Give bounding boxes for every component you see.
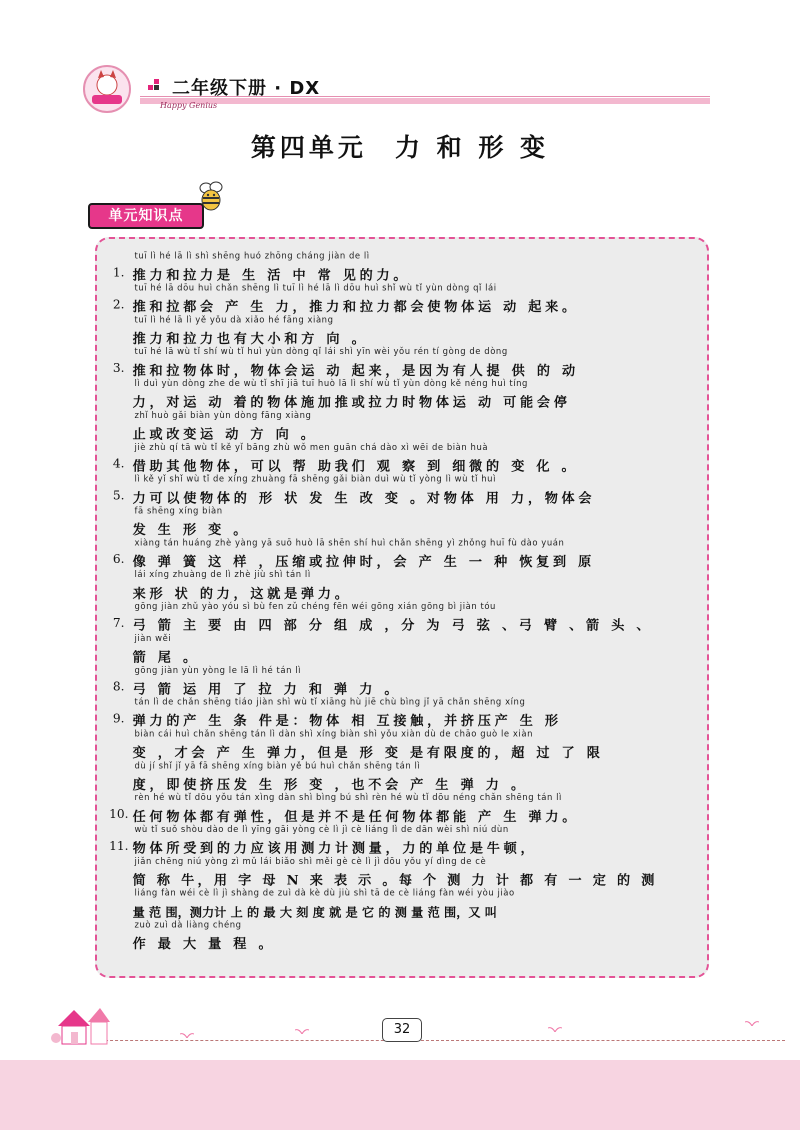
pinyin-line: rèn hé wù tǐ dōu yǒu tán xìng dàn shì bìng bú shì rèn hé wù tǐ dōu néng chǎn shēng tán lì [134, 793, 562, 803]
bee-icon [196, 180, 226, 214]
brand-subtitle: Happy Genius [160, 101, 218, 110]
footer-band [0, 1060, 800, 1130]
pinyin-line: biàn cái huì chǎn shēng tán lì dàn shì xíng biàn shì yǒu xiàn dù de chāo guò le xiàn [134, 729, 533, 740]
item-number: 8. [112, 680, 125, 695]
sprout-icon [180, 1030, 194, 1038]
pinyin-line: jiè zhù qí tā wù tǐ kě yǐ bāng zhù wǒ men guān chá dào xì wēi de biàn huà [134, 443, 489, 453]
hanzi-line: 发 生 形 变 。 [132, 522, 251, 538]
hanzi-line: 弹力的产 生 条 件是：物体 相 互接触，并挤压产 生 形 [132, 713, 562, 729]
house-icon [50, 1000, 120, 1048]
pinyin-line: lì kě yǐ shǐ wù tǐ de xíng zhuàng fā shēng gǎi biàn duì wù tǐ yòng lì wù tǐ huì [134, 475, 496, 485]
hanzi-line: 作 最 大 量 程 。 [132, 936, 276, 952]
hanzi-line: 简 称 牛，用 字 母 N 来 表 示 。每 个 测 力 计 都 有 一 定 的 测 [132, 873, 658, 889]
pinyin-line: liáng fàn wéi cè lì jì shàng de zuì dà kè dù jiù shì tā de cè liáng fàn wéi yòu jiào [134, 889, 515, 899]
pinyin-line: gōng jiàn yùn yòng le lā lì hé tán lì [134, 666, 302, 676]
pinyin-line: tuī hé lā dōu huì chǎn shēng lì tuī lì hé lā lì dōu huì shǐ wù tǐ yùn dòng qǐ lái [134, 283, 497, 294]
pinyin-line: zhǐ huò gǎi biàn yùn dòng fāng xiàng [134, 411, 312, 421]
pinyin-line: wù tǐ suǒ shòu dào de lì yīng gāi yòng cè lì jì cè liáng lì de dān wèi shì niú dùn [134, 825, 509, 835]
hanzi-line: 弓 箭 主 要 由 四 部 分 组 成 ，分 为 弓 弦 、弓 臂 、箭 头 、 [132, 618, 654, 634]
item-number: 1. [112, 266, 125, 281]
sprout-icon [745, 1018, 759, 1026]
hanzi-line: 止或改变运 动 方 向 。 [132, 427, 318, 443]
pinyin-line: jiàn wěi [134, 634, 172, 644]
item-number: 9. [112, 712, 125, 727]
hanzi-line: 推和拉物体时，物体会运 动 起来，是因为有人提 供 的 动 [132, 363, 579, 379]
pinyin-line: lái xíng zhuàng de lì zhè jiù shì tán lì [134, 570, 311, 581]
pinyin-line: zuò zuì dà liàng chéng [134, 921, 242, 931]
hanzi-line: 借助其他物体，可以 帮 助我们 观 察 到 细微的 变 化 。 [132, 459, 579, 475]
item-number: 4. [112, 457, 125, 472]
hanzi-line: 度，即使挤压发 生 形 变 ，也不会 产 生 弹 力 。 [132, 777, 528, 793]
hanzi-line: 箭 尾 。 [132, 650, 200, 666]
item-number: 6. [112, 552, 125, 567]
unit-title [0, 128, 800, 164]
section-label: 单元知识点 [88, 203, 204, 229]
unit-title-part2: 力 和 形 变 [394, 133, 550, 162]
happy-genius-logo [82, 64, 132, 114]
hanzi-line: 推力和拉力也有大小和方 向 。 [132, 331, 369, 347]
pinyin-line: tuī lì hé lā lì shì shēng huó zhōng cháng jiàn de lì [134, 252, 370, 262]
item-number: 2. [112, 298, 125, 313]
pinyin-line: lì duì yùn dòng zhe de wù tǐ shī jiā tuī huò lā lì shí wù tǐ yùn dòng kě néng huì tíng [134, 379, 528, 389]
pinyin-line: fā shēng xíng biàn [134, 506, 223, 517]
sprout-icon [548, 1024, 562, 1032]
hanzi-line: 力可以使物体的 形 状 发 生 改 变 。对物体 用 力，物体会 [132, 491, 596, 507]
unit-title-part1: 第四单元 [250, 133, 367, 162]
pinyin-line: tuī lì hé lā lì yě yǒu dà xiǎo hé fāng xiàng [134, 315, 334, 326]
hanzi-line: 推和拉都会 产 生 力，推力和拉力都会使物体运 动 起来。 [132, 299, 579, 315]
pinyin-line: tán lì de chǎn shēng tiáo jiàn shì wù tǐ xiāng hù jiē chù bìng jǐ yā chǎn shēng xíng [134, 698, 526, 708]
hanzi-line: 来形 状 的力，这就是弹力。 [132, 586, 352, 602]
grade-label: 二年级下册 · DX [172, 78, 321, 99]
pinyin-line: xiàng tán huáng zhè yàng yā suō huò lā shēn shí huì chǎn shēng yì zhǒng huī fù dào yuán [134, 538, 565, 549]
item-number: 7. [112, 616, 125, 631]
sprout-icon [295, 1026, 309, 1034]
header-bullet-icon [148, 79, 162, 93]
pinyin-line: gōng jiàn zhǔ yào yóu sì bù fen zǔ chéng fēn wéi gōng xián gōng bì jiàn tóu [134, 602, 496, 612]
hanzi-line: 像 弹 簧 这 样 ，压缩或拉伸时，会 产 生 一 种 恢复到 原 [132, 554, 596, 570]
hanzi-line: 推力和拉力是 生 活 中 常 见的力。 [132, 268, 411, 284]
hanzi-line: 物体所受到的力应该用测力计测量，力的单位是牛顿， [132, 841, 538, 857]
pinyin-line: dù jí shǐ jǐ yā fā shēng xíng biàn yě bú huì chǎn shēng tán lì [134, 761, 421, 772]
pinyin-line: tuī hé lā wù tǐ shí wù tǐ huì yùn dòng qǐ lái shì yīn wèi yǒu rén tí gòng de dòng [134, 347, 508, 358]
hanzi-line: 弓 箭 运 用 了 拉 力 和 弹 力 。 [132, 682, 402, 698]
item-number: 10. [109, 807, 129, 822]
pinyin-line: jiǎn chēng niú yòng zì mǔ lái biǎo shì měi gè cè lì jì dōu yǒu yí dìng de cè [134, 857, 487, 867]
footer-dashed-line [95, 1040, 785, 1041]
knowledge-panel [95, 237, 709, 978]
hanzi-line: 量 范 围，测力计 上 的 最 大 刻 度 就 是 它 的 测 量 范 围，又 叫 [132, 906, 497, 921]
item-number: 3. [112, 361, 125, 376]
item-number: 5. [112, 489, 125, 504]
item-number: 11. [109, 839, 129, 854]
hanzi-line: 力，对运 动 着的物体施加推或拉力时物体运 动 可能会停 [132, 395, 571, 411]
page-number: 32 [382, 1018, 422, 1042]
hanzi-line: 任何物体都有弹性，但是并不是任何物体都能 产 生 弹力。 [132, 809, 580, 825]
hanzi-line: 变 ，才会 产 生 弹力，但是 形 变 是有限度的，超 过 了 限 [132, 745, 604, 761]
